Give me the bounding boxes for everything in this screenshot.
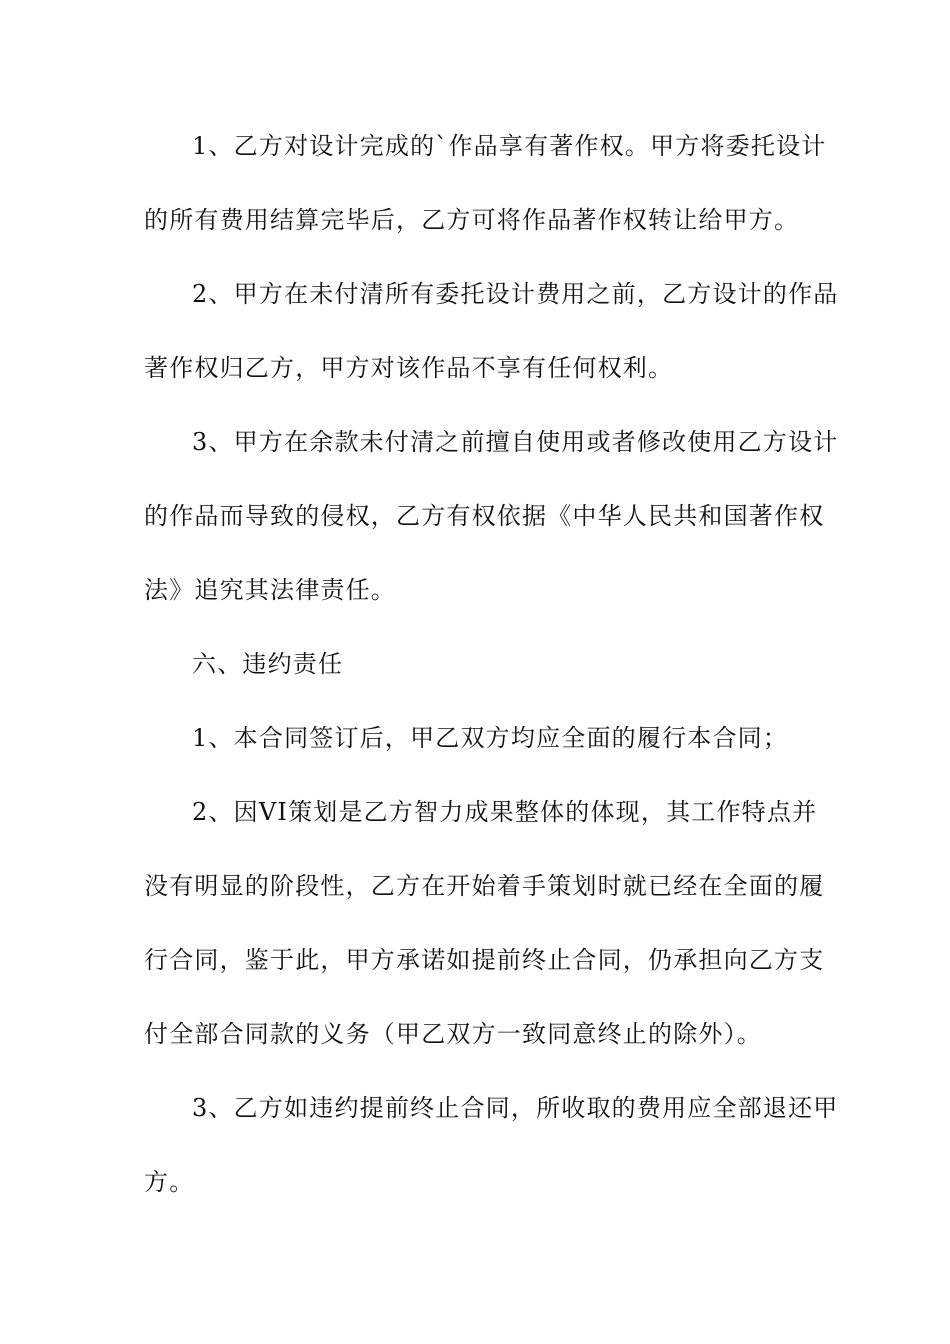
paragraph-line: 付全部合同款的义务（甲乙双方一致同意终止的除外）。 — [144, 1020, 762, 1048]
paragraph-line: 的所有费用结算完毕后，乙方可将作品著作权转让给甲方。 — [144, 206, 800, 234]
paragraph-line: 3、甲方在余款未付清之前擅自使用或者修改使用乙方设计 — [192, 428, 839, 456]
paragraph-line: 没有明显的阶段性，乙方在开始着手策划时就已经在全面的履 — [144, 872, 825, 900]
paragraph-line: 著作权归乙方，甲方对该作品不享有任何权利。 — [144, 354, 674, 382]
paragraph-line: 方。 — [144, 1168, 195, 1196]
paragraph-line: 的作品而导致的侵权，乙方有权依据《中华人民共和国著作权 — [144, 502, 825, 530]
section-heading: 六、违约责任 — [192, 650, 344, 678]
paragraph-line: 1、乙方对设计完成的`作品享有著作权。甲方将委托设计 — [192, 132, 827, 160]
paragraph-line: 2、甲方在未付清所有委托设计费用之前，乙方设计的作品 — [192, 280, 839, 308]
paragraph-line: 行合同，鉴于此，甲方承诺如提前终止合同，仍承担向乙方支 — [144, 946, 825, 974]
paragraph-line: 3、乙方如违约提前终止合同，所收取的费用应全部退还甲 — [192, 1094, 839, 1122]
paragraph-line: 1、本合同签订后，甲乙双方均应全面的履行本合同； — [192, 724, 789, 752]
document-body — [144, 128, 839, 1201]
paragraph-line: 2、因VI策划是乙方智力成果整体的体现，其工作特点并 — [192, 798, 818, 826]
paragraph-line: 法》追究其法律责任。 — [144, 576, 396, 604]
